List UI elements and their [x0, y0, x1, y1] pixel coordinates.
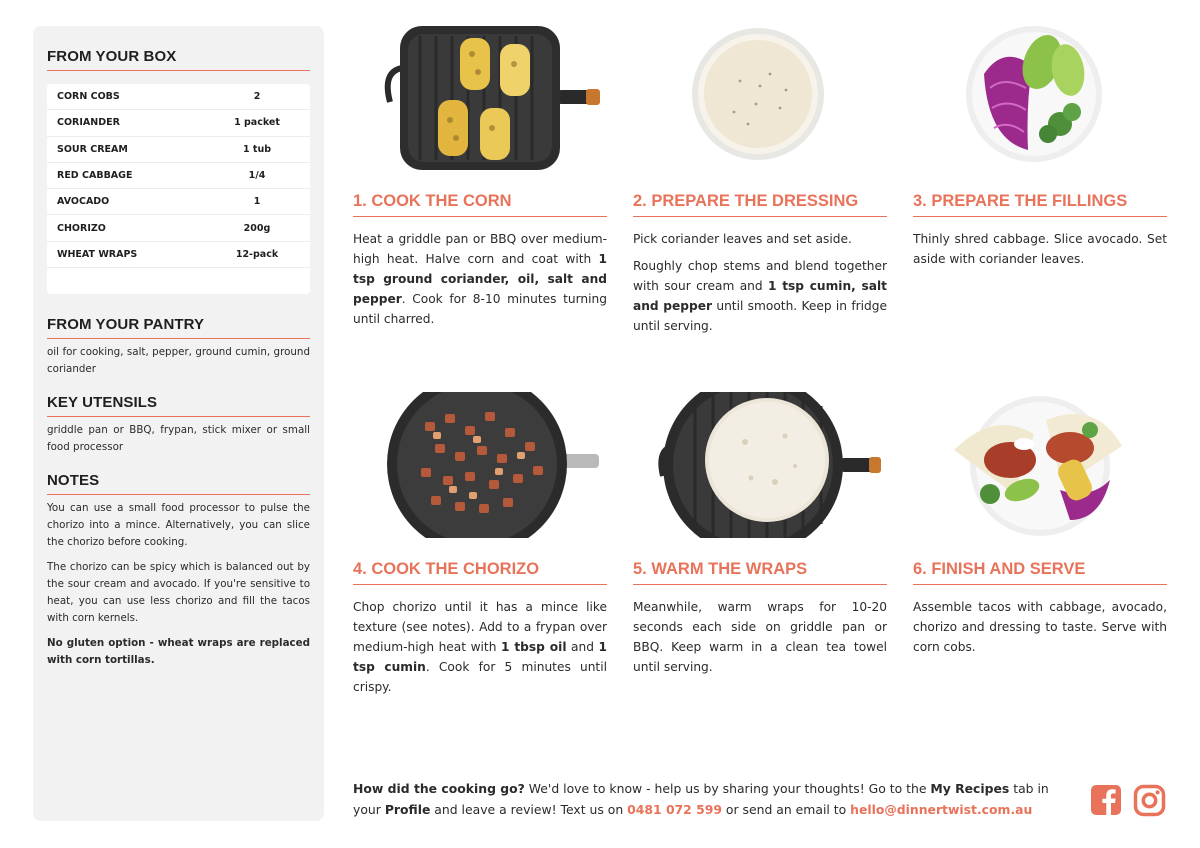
- step-ingredient-bold: 1 tsp cumin: [353, 640, 607, 674]
- key-utensils-heading: KEY UTENSILS: [47, 394, 310, 417]
- ingredient-qty: 1 tub: [242, 143, 272, 155]
- ingredient-qty: 1/4: [248, 170, 266, 182]
- ingredient-name: CORN COBS: [57, 91, 120, 103]
- ingredient-row: [47, 137, 310, 163]
- step-text: Roughly chop stems and blend together with sour cream and: [633, 259, 887, 293]
- notes-heading: NOTES: [47, 472, 310, 495]
- step-body: [353, 597, 607, 697]
- step-2-image: [690, 26, 826, 162]
- notes-paragraph: You can use a small food processor to pulse the chorizo into a mince. Alternatively, you can slice the chorizo before cooking.: [47, 502, 310, 548]
- step-text: Pick coriander leaves and set aside.: [633, 232, 852, 246]
- from-your-pantry-heading: FROM YOUR PANTRY: [47, 316, 310, 339]
- phone-number-link[interactable]: 0481 072 599: [627, 802, 722, 817]
- footer-text: or send an email to: [721, 802, 851, 817]
- step-ingredient-bold: 1 tsp cumin, salt and pepper: [633, 279, 887, 313]
- facebook-icon[interactable]: [1090, 784, 1122, 816]
- step-5-image: [655, 392, 883, 538]
- step-body: [633, 229, 887, 336]
- ingredients-table: [47, 84, 310, 294]
- step-text: and: [566, 640, 599, 654]
- step-text: Heat a griddle pan or BBQ over medium-high heat. Halve corn and coat with: [353, 232, 607, 266]
- step-4: [353, 560, 607, 704]
- ingredient-qty: 2: [253, 91, 261, 103]
- step-text: Meanwhile, warm wraps for 10-20 seconds each side on griddle pan or BBQ. Keep warm in a clean tea towel until serving.: [633, 600, 887, 674]
- step-text: . Cook for 8-10 minutes turning until charred.: [353, 292, 607, 326]
- ingredient-row: [47, 215, 310, 241]
- step-text: . Cook for 5 minutes until crispy.: [353, 660, 607, 694]
- step-6: [913, 560, 1167, 664]
- pantry-section: [47, 316, 310, 378]
- step-title: 4. COOK THE CHORIZO: [353, 560, 607, 585]
- ingredient-name: CORIANDER: [57, 117, 120, 129]
- ingredient-name: CHORIZO: [57, 222, 106, 234]
- step-body: [913, 229, 1167, 269]
- utensils-text: griddle pan or BBQ, frypan, stick mixer or small food processor: [47, 424, 310, 453]
- instagram-icon[interactable]: [1133, 784, 1166, 817]
- pantry-text: oil for cooking, salt, pepper, ground cumin, ground coriander: [47, 346, 310, 375]
- step-title: 1. COOK THE CORN: [353, 192, 607, 217]
- step-1: [353, 192, 607, 336]
- ingredient-qty: 1: [253, 196, 261, 208]
- step-text: Thinly shred cabbage. Slice avocado. Set aside with coriander leaves.: [913, 232, 1167, 266]
- step-body: [913, 597, 1167, 657]
- feedback-footer: [353, 778, 1078, 820]
- step-title: 6. FINISH AND SERVE: [913, 560, 1167, 585]
- step-title: 3. PREPARE THE FILLINGS: [913, 192, 1167, 217]
- footer-text: tab in your: [353, 781, 1049, 817]
- step-text: Assemble tacos with cabbage, avocado, chorizo and dressing to taste. Serve with corn cobs.: [913, 600, 1167, 654]
- ingredient-row: [47, 84, 310, 110]
- ingredient-qty: 200g: [243, 222, 271, 234]
- ingredient-row: [47, 189, 310, 215]
- step-3-image: [964, 24, 1104, 164]
- step-text: Chop chorizo until it has a mince like texture (see notes). Add to a frypan over medium-high heat with: [353, 600, 607, 654]
- my-recipes-label: My Recipes: [930, 781, 1010, 796]
- notes-section: [47, 472, 310, 669]
- ingredient-qty: 1 packet: [234, 117, 280, 129]
- step-body: [633, 597, 887, 677]
- ingredient-name: SOUR CREAM: [57, 143, 128, 155]
- ingredient-name: WHEAT WRAPS: [57, 248, 138, 260]
- step-1-image: [380, 24, 602, 172]
- step-title: 2. PREPARE THE DRESSING: [633, 192, 887, 217]
- footer-text: and leave a review! Text us on: [430, 802, 628, 817]
- notes-paragraph: The chorizo can be spicy which is balanced out by the sour cream and avocado. If you're sensitive to heat, you can use less chorizo and fill the tacos with corn kernels.: [47, 561, 310, 624]
- sidebar: [33, 26, 324, 821]
- ingredient-name: AVOCADO: [57, 196, 110, 208]
- notes-gluten-option: No gluten option - wheat wraps are replaced with corn tortillas.: [47, 637, 310, 666]
- step-2: [633, 192, 887, 343]
- profile-label: Profile: [384, 802, 431, 817]
- step-5: [633, 560, 887, 684]
- ingredient-row: [47, 242, 310, 268]
- ingredient-row: [47, 163, 310, 189]
- feedback-question: How did the cooking go?: [353, 781, 525, 796]
- step-3: [913, 192, 1167, 276]
- step-6-image: [950, 390, 1126, 538]
- ingredient-qty: 12-pack: [235, 248, 279, 260]
- step-text: until smooth. Keep in fridge until serving.: [633, 299, 887, 333]
- email-link[interactable]: hello@dinnertwist.com.au: [850, 802, 1033, 817]
- from-your-box-heading: FROM YOUR BOX: [47, 48, 310, 71]
- step-4-image: [385, 392, 601, 538]
- footer-text: We'd love to know - help us by sharing your thoughts! Go to the: [524, 781, 931, 796]
- step-body: [353, 229, 607, 329]
- ingredient-name: RED CABBAGE: [57, 170, 133, 182]
- step-ingredient-bold: 1 tsp ground coriander, oil, salt and pepper: [353, 252, 607, 306]
- step-ingredient-bold: 1 tbsp oil: [500, 640, 567, 654]
- utensils-section: [47, 394, 310, 456]
- step-title: 5. WARM THE WRAPS: [633, 560, 887, 585]
- ingredient-row: [47, 110, 310, 136]
